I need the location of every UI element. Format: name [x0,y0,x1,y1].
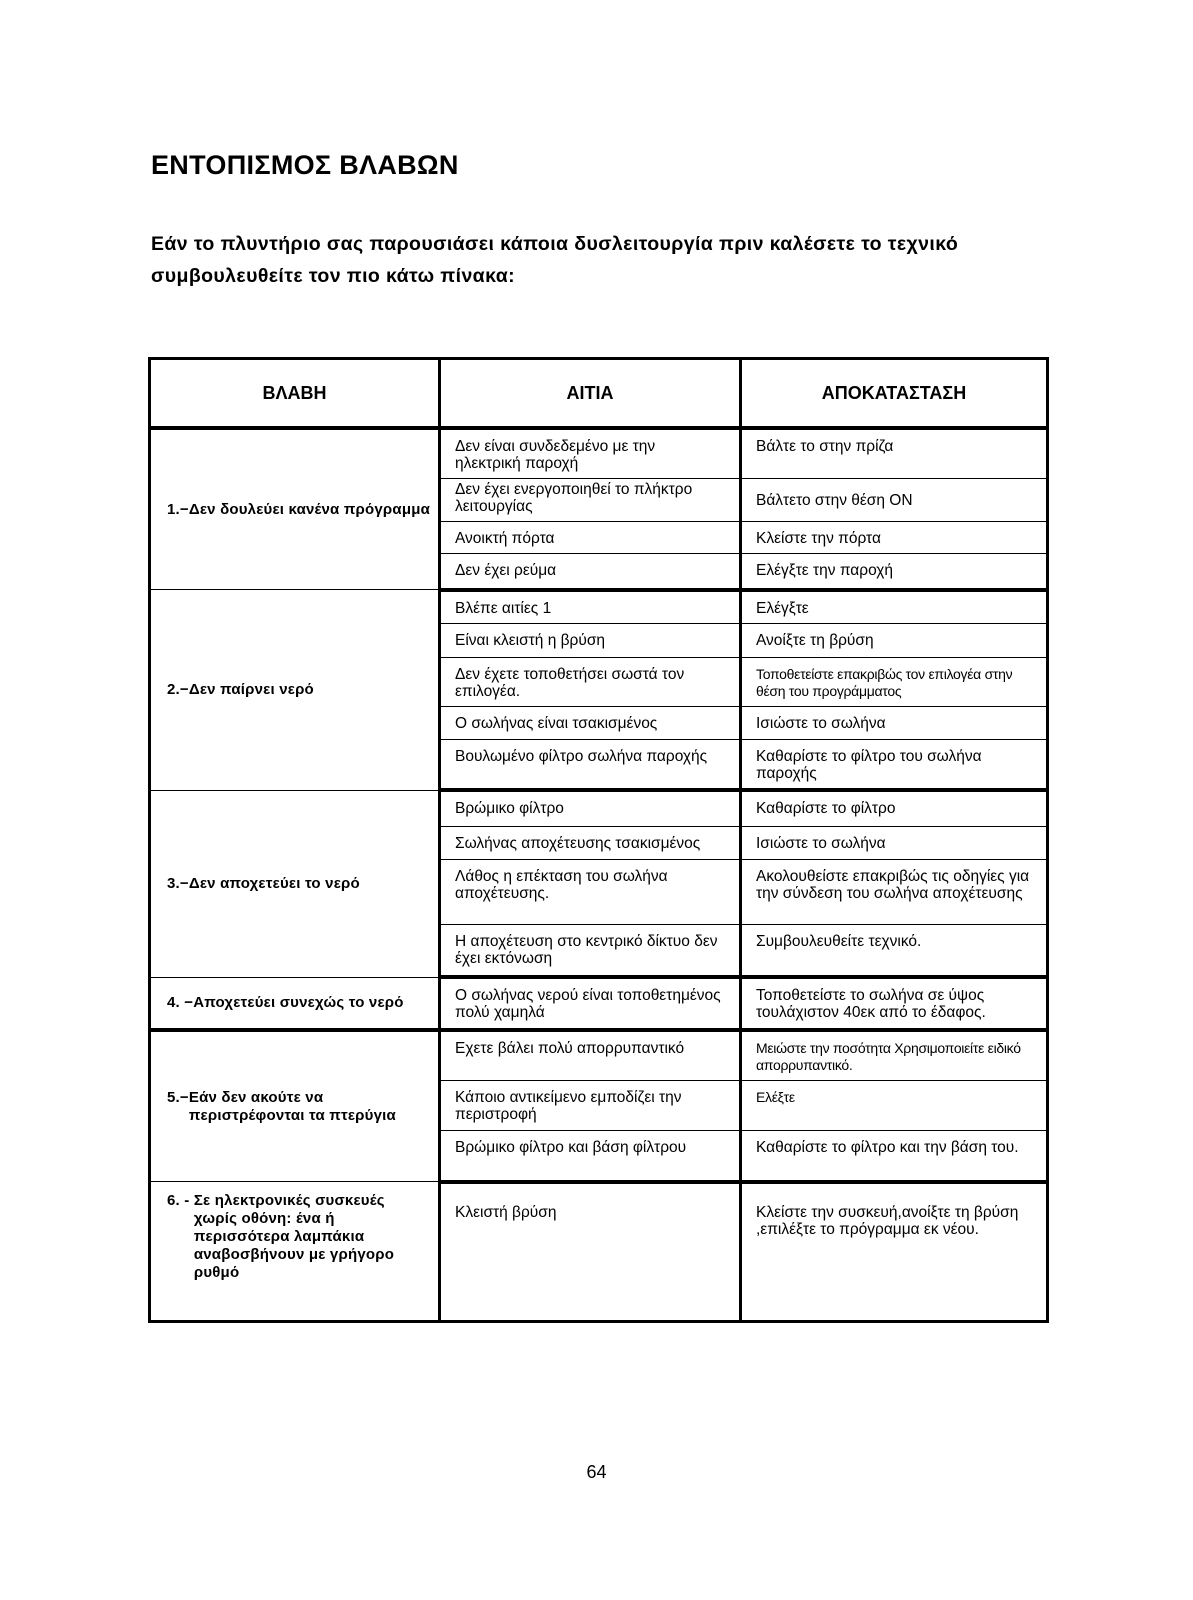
fault-label: Δεν παίρνει νερό [188,680,314,698]
cause-cell: Σωλήνας αποχέτευσης τσακισμένος [455,834,701,852]
fix-cell: Τοποθετείστε το σωλήνα σε ύψος τουλάχιστον 40εκ από το έδαφος. [756,987,986,1021]
cause-cell: Βρώμικο φίλτρο και βάση φίλτρου [455,1139,687,1156]
fix-cell: Καθαρίστε το φίλτρο [756,800,896,817]
fix-cell: Ισιώστε το σωλήνα [756,715,886,732]
cause-cell: Ο σωλήνας νερού είναι τοποθετημένος πολύ χαμηλά [455,987,721,1021]
cause-cell: Εχετε βάλει πολύ απορρυπαντικό [455,1040,685,1057]
fault-cell-3: 3.− Δεν αποχετεύει το νερό [150,790,440,977]
fault-label: Δεν αποχετεύει το νερό [188,874,360,892]
table-header-row [150,359,1048,429]
fault-label: −Αποχετεύει συνεχώς το νερό [184,993,404,1011]
fault-cell-6: 6. - Σε ηλεκτρονικές συσκευές χωρίς οθόνη: ένα ή περισσότερα λαμπάκια αναβοσβήνουν με γρήγορο ρυθμό [150,1182,440,1322]
fix-cell: Κλείστε την πόρτα [756,530,881,547]
cause-cell: Κάποιο αντικείμενο εμποδίζει την περιστροφή [455,1089,682,1123]
header-fault: ΒΛΑΒΗ [150,359,440,429]
fault-cell-4: 4. −Αποχετεύει συνεχώς το νερό [150,977,440,1030]
troubleshooting-table [148,357,1049,1323]
cause-cell: Δεν έχει ρεύμα [455,562,557,579]
fix-cell: Βάλτε το στην πρίζα [756,438,894,455]
intro-text: Εάν το πλυντήριο σας παρουσιάσει κάποια δυσλειτουργία πριν καλέσετε το τεχνικό συμβουλευθείτε τον πιο κάτω πίνακα: [151,233,959,287]
table-row [150,1030,1048,1081]
cause-cell: Ανοικτή πόρτα [455,530,555,547]
fix-cell: Ελέξτε [756,1089,795,1105]
fix-cell: Βάλτετο στην θέση ΟΝ [756,491,913,509]
fix-cell: Ισιώστε το σωλήνα [756,834,886,852]
fix-cell: Ελέγξτε την παροχή [756,562,894,579]
cause-cell: Δεν έχετε τοποθετήσει σωστά τον επιλογέα. [455,666,685,700]
fix-cell: Ελέγξτε [756,599,809,617]
page-title: ΕΝΤΟΠΙΣΜΟΣ ΒΛΑΒΩΝ [151,150,459,180]
cause-cell: Βουλωμένο φίλτρο σωλήνα παροχής [455,748,708,765]
fix-cell: Ακολουθείστε επακριβώς τις οδηγίες για την σύνδεση του σωλήνα αποχέτευσης [756,867,1030,902]
page-number: 64 [586,1462,607,1482]
fault-cell-1: 1.− Δεν δουλεύει κανένα πρόγραμμα [150,428,440,590]
fix-cell: Κλείστε την συσκευή,ανοίξτε τη βρύση ,επιλέξτε το πρόγραμμα εκ νέου. [756,1203,1019,1238]
table-row [150,977,1048,1030]
table-row [150,428,1048,479]
table-row [150,590,1048,624]
fix-cell: Ανοίξτε τη βρύση [756,632,874,649]
cause-cell: Λάθος η επέκταση του σωλήνα αποχέτευσης. [455,867,668,902]
header-fix: ΑΠΟΚΑΤΑΣΤΑΣΗ [741,359,1048,429]
cause-cell: Η αποχέτευση στο κεντρικό δίκτυο δεν έχει εκτόνωση [455,932,718,967]
cause-cell: Βρώμικο φίλτρο [455,800,564,817]
fault-label: Σε ηλεκτρονικές συσκευές χωρίς οθόνη: ένα ή περισσότερα λαμπάκια αναβοσβήνουν με γρήγορο ρυθμό [193,1192,395,1281]
fix-cell: Μειώστε την ποσότητα Χρησιμοποιείτε ειδικό απορρυπαντικό. [756,1040,1021,1073]
cause-cell: Βλέπε αιτίες 1 [455,599,552,617]
fix-cell: Τοποθετείστε επακριβώς τον επιλογέα στην θέση του προγράμματος [756,666,1013,699]
fix-cell: Καθαρίστε το φίλτρο και την βάση του. [756,1139,1019,1156]
fix-cell: Καθαρίστε το φίλτρο του σωλήνα παροχής [756,748,982,782]
header-cause: ΑΙΤΙΑ [440,359,741,429]
cause-cell: Ο σωλήνας είναι τσακισμένος [455,715,658,732]
table-row [150,790,1048,826]
fault-label: Εάν δεν ακούτε να περιστρέφονται τα πτερύγια [188,1088,396,1124]
cause-cell: Δεν έχει ενεργοποιηθεί το πλήκτρο λειτουργίας [455,481,693,515]
fault-cell-2: 2.− Δεν παίρνει νερό [150,590,440,791]
fault-label: Δεν δουλεύει κανένα πρόγραμμα [188,500,430,518]
fault-cell-5: 5.− Εάν δεν ακούτε να περιστρέφονται τα πτερύγια [150,1030,440,1182]
table-row [150,1182,1048,1322]
fix-cell: Συμβουλευθείτε τεχνικό. [756,932,922,950]
cause-cell: Είναι κλειστή η βρύση [455,632,606,649]
cause-cell: Κλειστή βρύση [455,1203,557,1221]
cause-cell: Δεν είναι συνδεδεμένο με την ηλεκτρική παροχή [455,438,656,472]
